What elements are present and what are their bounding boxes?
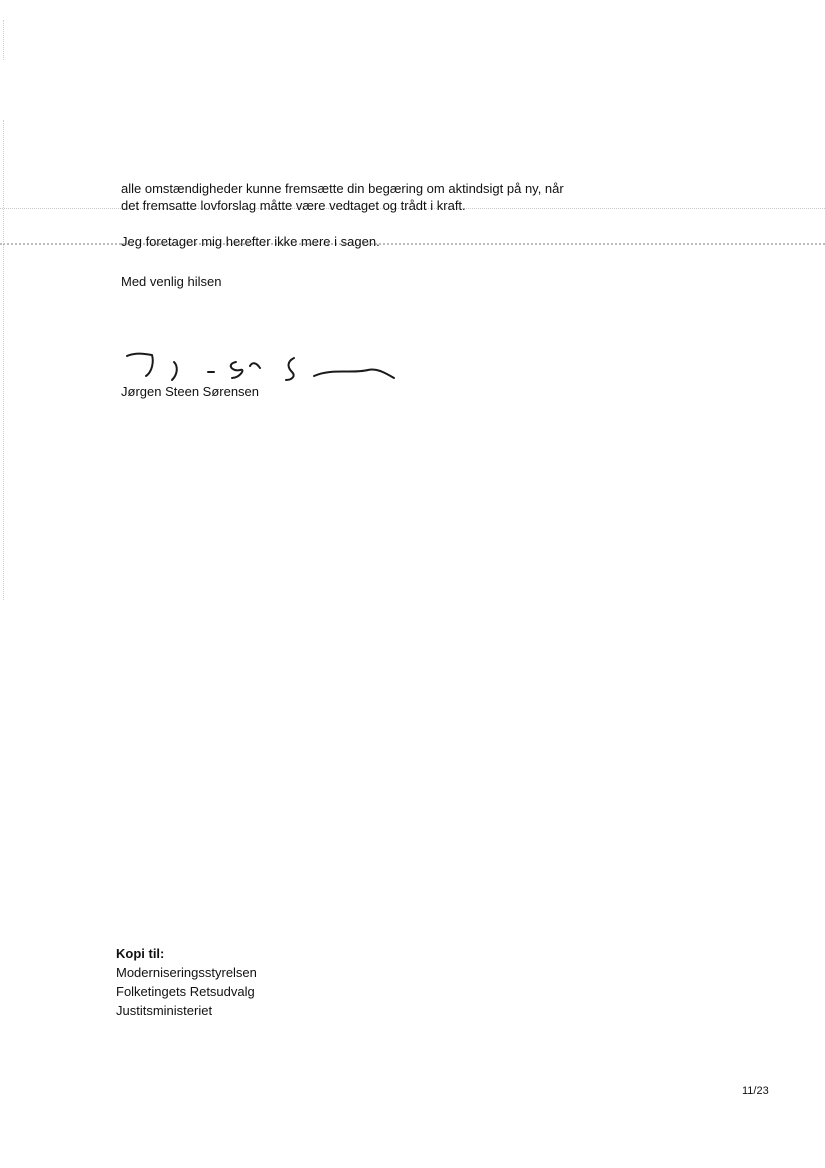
copy-recipient: Moderniseringsstyrelsen (116, 965, 257, 980)
closing-paragraph: Jeg foretager mig herefter ikke mere i sagen. (121, 234, 380, 249)
body-line: det fremsatte lovforslag måtte være vedtaget og trådt i kraft. (121, 198, 466, 213)
copy-to-heading: Kopi til: (116, 946, 165, 961)
copy-recipient: Justitsministeriet (116, 1003, 213, 1018)
scan-edge-mark (3, 120, 4, 600)
page-number: 11/23 (742, 1085, 769, 1097)
signer-name: Jørgen Steen Sørensen (121, 384, 260, 399)
body-paragraph (121, 180, 564, 214)
copy-recipient: Folketingets Retsudvalg (116, 984, 255, 999)
copy-to-block (116, 944, 257, 1020)
scan-edge-mark (3, 20, 4, 60)
greeting: Med venlig hilsen (121, 274, 222, 289)
handwritten-signature (122, 344, 407, 388)
body-line: alle omstændigheder kunne fremsætte din begæring om aktindsigt på ny, når (121, 181, 564, 196)
